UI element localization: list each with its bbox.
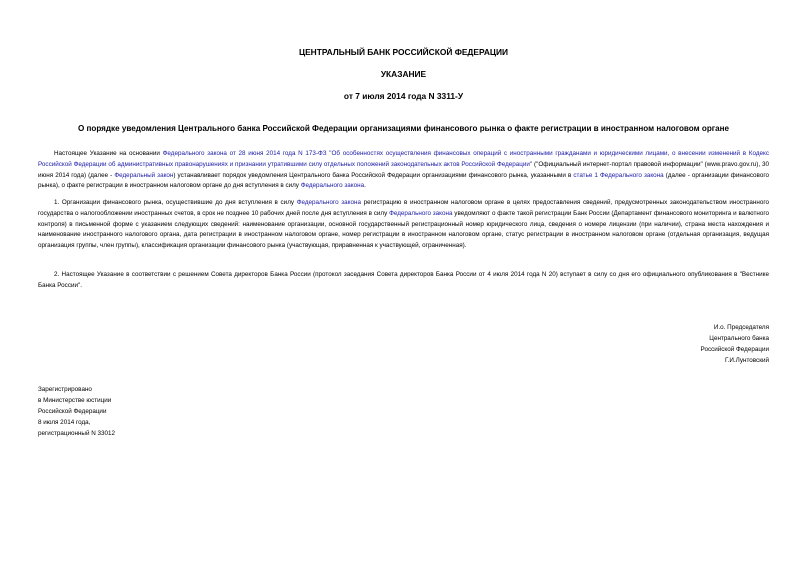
registration-line: в Министерстве юстиции — [38, 396, 112, 404]
issuing-organization: ЦЕНТРАЛЬНЫЙ БАНК РОССИЙСКОЙ ФЕДЕРАЦИИ — [298, 47, 509, 57]
paragraph-text: ("Официальный интернет-портал правовой информации" (www.pravo.gov.ru), 30 июня 2014 года) (далее - — [38, 160, 769, 179]
clause-1-paragraph — [38, 198, 769, 252]
paragraph-text: 1. Организации финансового рынка, осуществившие до дня вступления в силу — [54, 199, 297, 206]
signature-line: Центрального банка — [709, 335, 769, 342]
paragraph-text: уведомляют о факте такой регистрации Банк России (Департамент финансового мониторинга и валютного контроля) в письменной форме с указанием следующих сведений: наименование организации, основной государственный регистрационный номер юридического лица, сведения о номере лицензии (при наличии), страна места нахождения и наименование иностранного налогового органа, дата регистрации в иностранном налоговом органе, номер регистрации в иностранном налоговом органе, статус регистрации в иностранном налоговом органе (отдельная организация, ведущая организация группы, член группы), классификация организации финансового рынка (участвующая, приравненная к участвующей, ограниченная). — [38, 209, 769, 250]
registration-number: регистрационный N 33012 — [38, 429, 116, 437]
federal-law-link-2[interactable]: Федерального закона — [300, 182, 365, 190]
signature-block — [701, 322, 769, 366]
document-date-number: от 7 июля 2014 года N 3311-У — [343, 91, 464, 101]
registration-block — [38, 385, 115, 440]
federal-law-link[interactable]: Федерального закона от 28 июня 2014 года N 173-ФЗ "Об особенностях осуществления финансовых операций с иностранными гражданами и юридическими лицами, о внесении изменений в Кодекс Российской Федерации об административных правонарушениях и признании утратившими силу отдельных положений законодательных актов Российской Федерации" — [38, 150, 769, 168]
registration-line: Российской Федерации — [38, 407, 107, 415]
paragraph-text: . — [364, 182, 366, 190]
paragraph-text: 2. Настоящее Указание в соответствии с решением Совета директоров Банка России (протокол заседания Совета директоров Банка России от 4 июля 2014 года N 20) вступает в силу со дня его официального опубликования в "Вестнике Банка России". — [38, 271, 769, 289]
signatory-name: Г.И.Лунтовский — [724, 357, 769, 364]
federal-law-link-3[interactable]: Федерального закона — [296, 199, 361, 206]
paragraph-text: (далее - организации финансового рынка), о факте регистрации в иностранном налоговом органе до дня вступления в силу — [38, 171, 769, 190]
paragraph-text: Настоящее Указание на основании — [54, 150, 163, 157]
paragraph-text: ) устанавливает порядок уведомления Центрального банка Российской Федерации организациями финансового рынка, указанными в — [173, 171, 574, 179]
signature-line: И.о. Председателя — [713, 324, 769, 331]
article-1-link[interactable]: статье 1 Федерального закона — [573, 171, 664, 179]
clause-2-paragraph — [38, 270, 769, 292]
federal-law-link-4[interactable]: Федерального закона — [389, 209, 453, 217]
preamble-paragraph — [38, 149, 769, 192]
registration-line: Зарегистрировано — [38, 386, 92, 393]
signature-line: Российской Федерации — [700, 346, 769, 353]
federal-law-short-link[interactable]: Федеральный закон — [114, 171, 174, 179]
document-title: О порядке уведомления Центрального банка Российской Федерации организациями финансового рынка о факте регистрации в иностранном налоговом органе — [77, 124, 730, 133]
paragraph-text: регистрацию в иностранном налоговом органе в целях предоставления сведений, предусмотренных законодательством иностранного государства о налогообложении иностранных счетов, в срок не позднее 10 рабочих дней после дня вступления в силу — [38, 199, 770, 217]
registration-date: 8 июля 2014 года, — [38, 418, 91, 426]
document-type: УКАЗАНИЕ — [380, 69, 427, 79]
